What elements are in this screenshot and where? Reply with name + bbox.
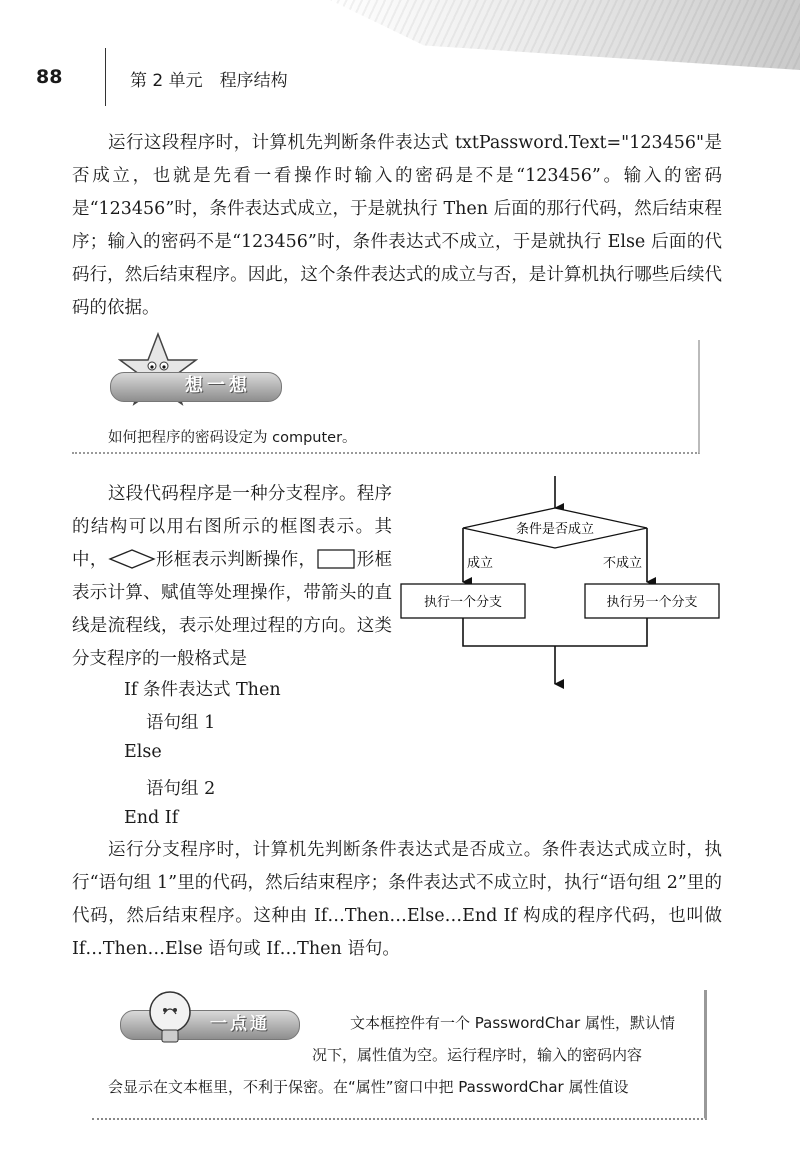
- running-head: 第 2 单元 程序结构: [130, 71, 288, 91]
- lightbulb-icon: [140, 986, 200, 1052]
- no-label: 不成立: [603, 556, 643, 571]
- header-divider: [105, 48, 106, 106]
- rectangle-shape-icon: [316, 548, 356, 570]
- code-line-if: If 条件表达式 Then: [124, 680, 281, 700]
- merge-line: [463, 618, 647, 646]
- header-decoration: [330, 0, 800, 70]
- diamond-shape-icon: [108, 548, 156, 570]
- code-line-else: Else: [124, 742, 162, 762]
- paragraph-intro: 运行这段程序时，计算机先判断条件表达式 txtPassword.Text="123456"是否成立，也就是先看一看操作时输入的密码是不是“123456”。输入的密码是“123456”时，条件表达式成立，于是就执行 Then 后面的那行代码，然后结束程序；输入的密码不是“123456”时，条件表达式不成立，于是就执行 Else 后面的代码行，然后结束程序。因此，这个条件表达式的成立与否，是计算机执行哪些后续代码的依据。: [72, 133, 722, 318]
- tip-line-2: 况下，属性值为空。运行程序时，输入的密码内容: [312, 1046, 643, 1064]
- think-title: 想一想: [185, 375, 251, 396]
- tip-title: 一点通: [210, 1014, 270, 1034]
- para2-text-c: 形框表示计算、赋值等处理操作，带箭头的直线是流程线，表示处理过程的方向。这类分支程序的一般格式是: [72, 550, 393, 669]
- para2-text-b: 形框表示判断操作，: [155, 550, 317, 570]
- tip-line-1: 文本框控件有一个 PasswordChar 属性，默认情: [350, 1014, 675, 1032]
- yes-label: 成立: [467, 556, 494, 571]
- para2-text-a: 这段代码程序是一种分支程序。程序的结构可以用右图所示的框图表示。其中，: [72, 484, 392, 570]
- code-line-block1: 语句组 1: [146, 713, 216, 733]
- paragraph-branch-explain: 运行分支程序时，计算机先判断条件表达式是否成立。条件表达式成立时，执行“语句组 1”里的代码，然后结束程序；条件表达式不成立时，执行“语句组 2”里的代码，然后结束程序。这种由 If…Then…Else…End If 构成的程序代码，也叫做 If…Then…Else 语句或 If…Then 语句。: [72, 840, 722, 959]
- tip-line-3: 会显示在文本框里，不利于保密。在“属性”窗口中把 PasswordChar 属性值设: [108, 1078, 629, 1096]
- code-line-endif: End If: [124, 808, 179, 828]
- think-question: 如何把程序的密码设定为 computer。: [108, 430, 357, 446]
- no-branch-text: 执行另一个分支: [606, 595, 698, 610]
- yes-branch-text: 执行一个分支: [423, 595, 503, 610]
- page-number: 88: [36, 66, 63, 88]
- branch-flowchart: [395, 470, 735, 690]
- condition-label: 条件是否成立: [515, 522, 595, 537]
- code-line-block2: 语句组 2: [146, 779, 216, 799]
- paragraph-branch-intro: [72, 478, 392, 676]
